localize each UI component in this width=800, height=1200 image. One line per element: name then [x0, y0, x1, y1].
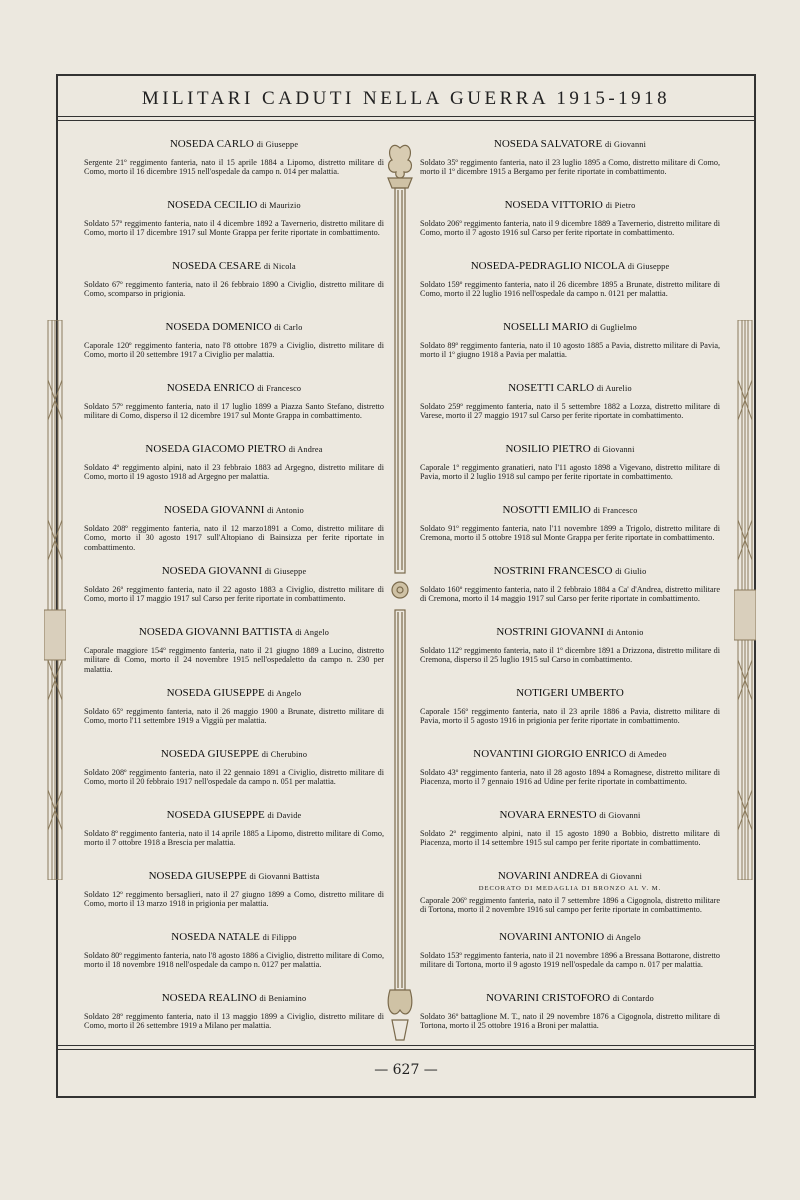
entry-name: NOSEDA DOMENICO [165, 321, 272, 333]
entry-parent: di Carlo [274, 323, 303, 332]
list-item [84, 321, 384, 382]
header-band [58, 76, 754, 121]
entry-text: Caporale 120º reggimento fanteria, nato l'8 ottobre 1879 a Civiglio, distretto militare di Como, morto il 20 settembre 1917 a Civiglio per malattia. [84, 341, 384, 360]
entry-heading [84, 321, 384, 333]
entry-parent: di Davide [267, 811, 302, 820]
entry-text: Soldato 159º reggimento fanteria, nato il 26 dicembre 1895 a Brunate, distretto militare di Como, morto il 22 luglio 1916 nell'ospedale da campo n. 0121 per malattia. [420, 280, 720, 299]
list-item [84, 504, 384, 565]
entry-heading [420, 992, 720, 1004]
entry-heading [84, 565, 384, 577]
list-item [420, 260, 720, 321]
entry-text: Soldato 26º reggimento fanteria, nato il 22 agosto 1883 a Civiglio, distretto militare di Como, morto il 17 maggio 1917 sul Carso per ferite riportate in combattimento. [84, 585, 384, 604]
entry-text: Soldato 8º reggimento fanteria, nato il 14 aprile 1885 a Lipomo, distretto militare di Como, morto il 7 ottobre 1918 a Brescia per malattia. [84, 829, 384, 848]
list-item [420, 748, 720, 809]
list-item [84, 809, 384, 870]
entry-name: NOSTRINI GIOVANNI [496, 626, 605, 638]
entry-parent: di Pietro [605, 201, 636, 210]
entry-heading [84, 199, 384, 211]
entry-parent: di Giuseppe [256, 140, 299, 149]
entry-heading [420, 199, 720, 211]
list-item [84, 260, 384, 321]
entry-heading [420, 809, 720, 821]
list-item [84, 992, 384, 1053]
entry-parent: di Antonio [267, 506, 304, 515]
entry-parent: di Nicola [263, 262, 296, 271]
entry-name: NOSEDA GIACOMO PIETRO [145, 443, 286, 455]
entry-heading [84, 687, 384, 699]
entry-parent: di Angelo [267, 689, 302, 698]
entry-parent: di Angelo [295, 628, 330, 637]
entry-parent: di Cherubino [261, 750, 308, 759]
list-item [420, 992, 720, 1053]
list-item [420, 687, 720, 748]
page-title: MILITARI CADUTI NELLA GUERRA 1915-1918 [141, 88, 671, 109]
entry-name: NOSEDA CARLO [169, 138, 254, 150]
entry-heading [420, 687, 720, 699]
list-item [84, 687, 384, 748]
entry-parent: di Contardo [612, 994, 654, 1003]
list-item [420, 565, 720, 626]
entry-heading [420, 443, 720, 455]
entry-parent: di Giovanni [601, 872, 643, 881]
entry-text: Soldato 208º reggimento fanteria, nato il 22 gennaio 1891 a Civiglio, distretto militare di Como, morto il 20 febbraio 1917 nell'ospedale da campo n. 051 per malattia. [84, 768, 384, 787]
torch-ornament-icon [382, 140, 418, 1060]
entry-heading [84, 382, 384, 394]
entry-heading [84, 931, 384, 943]
entry-name: NOSEDA VITTORIO [504, 199, 603, 211]
entry-parent: di Giuseppe [627, 262, 670, 271]
entry-parent: di Angelo [606, 933, 641, 942]
entry-parent: di Francesco [593, 506, 638, 515]
entry-text: Soldato 153º reggimento fanteria, nato il 21 novembre 1896 a Bressana Bottarone, distretto militare di Tortona, morto il 9 agosto 1919 nell'ospedale da campo n. 017 per malattia. [420, 951, 720, 970]
entry-heading [84, 870, 384, 882]
left-column [84, 138, 384, 1053]
entry-name: NOSEDA GIUSEPPE [166, 687, 265, 699]
entry-heading [84, 748, 384, 760]
entry-text: Soldato 89º reggimento fanteria, nato il 10 agosto 1885 a Pavia, distretto militare di Pavia, morto il 1º giugno 1918 a Pavia per malattia. [420, 341, 720, 360]
entry-name: NOSEDA NATALE [171, 931, 260, 943]
entry-name: NOVARINI ANDREA [497, 870, 599, 882]
entry-heading [420, 321, 720, 333]
list-item [84, 565, 384, 626]
entry-name: NOSEDA SALVATORE [493, 138, 603, 150]
entry-text: Soldato 80º reggimento fanteria, nato l'8 agosto 1886 a Civiglio, distretto militare di Como, morto il 18 novembre 1918 nell'ospedale da campo n. 0127 per malattia. [84, 951, 384, 970]
list-item [420, 321, 720, 382]
list-item [420, 931, 720, 992]
list-item [84, 748, 384, 809]
right-column [420, 138, 720, 1053]
entry-text: Soldato 91º reggimento fanteria, nato l'11 novembre 1899 a Trigolo, distretto militare di Cremona, morto il 5 ottobre 1918 sul Monte Grappa per ferite riportate in combattimento. [420, 524, 720, 543]
list-item [420, 626, 720, 687]
entry-heading [420, 504, 720, 516]
entry-name: NOVARINI CRISTOFORO [486, 992, 611, 1004]
list-item [420, 199, 720, 260]
entry-parent: di Francesco [257, 384, 302, 393]
entry-text: Caporale maggiore 154º reggimento fanteria, nato il 21 giugno 1889 a Lucino, distretto militare di Como, morto il 24 novembre 1915 nell'ospedaletto da campo n. 230 per malattia. [84, 646, 384, 674]
entry-name: NOSEDA GIUSEPPE [166, 809, 265, 821]
entry-text: Soldato 57º reggimento fanteria, nato il 4 dicembre 1892 a Tavernerio, distretto militare di Como, morto il 17 dicembre 1917 sul Monte Grappa per ferite riportate in combattimento. [84, 219, 384, 238]
fasces-ornament-right-icon [734, 320, 756, 880]
entry-parent: di Giovanni Battista [249, 872, 320, 881]
list-item [420, 138, 720, 199]
entry-text: Soldato 208º reggimento fanteria, nato il 12 marzo1891 a Como, distretto militare di Como, morto il 30 agosto 1917 sull'Altopiano di Bainsizza per ferite riportate in combattimento. [84, 524, 384, 552]
entry-text: Soldato 36º battaglione M. T., nato il 29 novembre 1876 a Cigognola, distretto militare di Tortona, morto il 25 ottobre 1916 a Broni per malattia. [420, 1012, 720, 1031]
list-item [84, 382, 384, 443]
entry-text: Caporale 206º reggimento fanteria, nato il 7 settembre 1896 a Cigognola, distretto militare di Tortona, morto il 2 novembre 1916 sul campo per ferite riportate in combattimento. [420, 896, 720, 915]
entry-parent: di Maurizio [260, 201, 301, 210]
entry-text: Soldato 112º reggimento fanteria, nato il 1º dicembre 1891 a Drizzona, distretto militare di Cremona, disperso il 25 luglio 1915 sul Carso in combattimento. [420, 646, 720, 665]
list-item [84, 443, 384, 504]
entry-heading [420, 565, 720, 577]
entry-name: NOSEDA GIOVANNI BATTISTA [138, 626, 293, 638]
list-item [84, 931, 384, 992]
entry-name: NOSEDA GIUSEPPE [160, 748, 259, 760]
entry-name: NOSEDA REALINO [161, 992, 257, 1004]
entry-heading [420, 870, 720, 882]
entry-text: Caporale 156º reggimento fanteria, nato il 23 aprile 1886 a Pavia, distretto militare di Pavia, morto il 5 agosto 1916 in prigionia per ferite riportate in combattimento. [420, 707, 720, 726]
entry-parent: di Giuseppe [264, 567, 307, 576]
entry-heading [420, 748, 720, 760]
entry-parent: di Giovanni [599, 811, 641, 820]
fasces-ornament-left-icon [44, 320, 66, 880]
list-item [420, 870, 720, 931]
entry-text: Soldato 35º reggimento fanteria, nato il 23 luglio 1895 a Como, distretto militare di Como, morto il 1º dicembre 1915 a Bergamo per ferite riportate in combattimento. [420, 158, 720, 177]
entry-parent: di Andrea [288, 445, 323, 454]
entry-parent: di Antonio [606, 628, 644, 637]
entry-name: NOVARINI ANTONIO [499, 931, 605, 943]
entry-heading [84, 809, 384, 821]
entry-parent: di Guglielmo [591, 323, 637, 332]
entry-text: Soldato 28º reggimento fanteria, nato il 13 maggio 1899 a Civiglio, distretto militare di Como, morto il 26 settembre 1919 a Milano per malattia. [84, 1012, 384, 1031]
list-item [84, 138, 384, 199]
entry-name: NOSEDA CECILIO [167, 199, 258, 211]
list-item [420, 504, 720, 565]
entry-heading [420, 931, 720, 943]
list-item [420, 809, 720, 870]
entry-text: Soldato 12º reggimento bersaglieri, nato il 27 giugno 1899 a Como, distretto militare di Como, morto il 13 marzo 1918 in prigionia per malattia. [84, 890, 384, 909]
entry-text: Soldato 65º reggimento fanteria, nato il 26 maggio 1900 a Brunate, distretto militare di Como, morto l'11 settembre 1919 a Viggiù per malattia. [84, 707, 384, 726]
entry-parent: di Giovanni [604, 140, 647, 149]
entry-name: NOSEDA-PEDRAGLIO NICOLA [470, 260, 625, 272]
entry-heading [420, 382, 720, 394]
entry-heading [84, 626, 384, 638]
entry-name: NOSEDA GIOVANNI [161, 565, 263, 577]
entry-text: Sergente 21º reggimento fanteria, nato il 15 aprile 1884 a Lipomo, distretto militare di Como, morto il 16 dicembre 1915 nell'ospedale da campo n. 014 per malattia. [84, 158, 384, 177]
list-item [84, 199, 384, 260]
decoration-note: DECORATO DI MEDAGLIA DI BRONZO AL V. M. [478, 885, 662, 892]
entry-text: Soldato 67º reggimento fanteria, nato il 26 febbraio 1890 a Civiglio, distretto militare di Como, scomparso in prigionia. [84, 280, 384, 299]
entry-text: Soldato 160º reggimento fanteria, nato il 2 febbraio 1884 a Ca' d'Andrea, distretto militare di Cremona, morto il 14 maggio 1917 sul Carso per ferite riportate in combattimento. [420, 585, 720, 604]
entry-parent: di Aurelio [596, 384, 632, 393]
entry-name: NOSTRINI FRANCESCO [493, 565, 613, 577]
entry-name: NOSEDA GIOVANNI [164, 504, 265, 516]
entry-heading [84, 504, 384, 516]
entry-name: NOSILIO PIETRO [505, 443, 591, 455]
list-item [84, 626, 384, 687]
entry-text: Caporale 1º reggimento granatieri, nato l'11 agosto 1898 a Vigevano, distretto militare di Pavia, morto il 2 luglio 1918 sul campo per ferite riportate in combattimento. [420, 463, 720, 482]
entry-name: NOTIGERI UMBERTO [516, 687, 624, 699]
page-number: — 627 — [374, 1062, 438, 1078]
entry-heading [420, 138, 720, 150]
entry-name: NOVANTINI GIORGIO ENRICO [473, 748, 627, 760]
entry-text: Soldato 43º reggimento fanteria, nato il 28 agosto 1894 a Romagnese, distretto militare di Piacenza, morto il 7 gennaio 1916 ad Udine per ferite riportate in combattimento. [420, 768, 720, 787]
entry-heading [84, 260, 384, 272]
entry-heading [84, 992, 384, 1004]
list-item [420, 443, 720, 504]
entry-text: Soldato 259º reggimento fanteria, nato il 5 settembre 1882 a Lozza, distretto militare di Varese, morto il 27 maggio 1917 sul Carso per ferite riportate in combattimento. [420, 402, 720, 421]
entry-parent: di Giulio [615, 567, 647, 576]
entry-heading [84, 138, 384, 150]
entry-name: NOSEDA GIUSEPPE [148, 870, 247, 882]
entry-name: NOSETTI CARLO [508, 382, 595, 394]
entry-name: NOSEDA CESARE [172, 260, 262, 272]
entry-name: NOVARA ERNESTO [499, 809, 597, 821]
entry-heading [420, 626, 720, 638]
entry-heading [84, 443, 384, 455]
entry-text: Soldato 4º reggimento alpini, nato il 23 febbraio 1883 ad Argegno, distretto militare di Como, morto il 19 agosto 1918 ad Argegno per malattia. [84, 463, 384, 482]
entry-name: NOSOTTI EMILIO [502, 504, 591, 516]
entry-text: Soldato 206º reggimento fanteria, nato il 9 dicembre 1889 a Tavernerio, distretto militare di Como, morto il 7 agosto 1916 sul Carso per ferite riportate in combattimento. [420, 219, 720, 238]
entry-heading [420, 260, 720, 272]
entry-parent: di Giovanni [593, 445, 635, 454]
entry-parent: di Amedeo [629, 750, 667, 759]
entry-name: NOSEDA ENRICO [166, 382, 255, 394]
list-item [84, 870, 384, 931]
list-item [420, 382, 720, 443]
entry-name: NOSELLI MARIO [503, 321, 589, 333]
entry-text: Soldato 2º reggimento alpini, nato il 15 agosto 1890 a Bobbio, distretto militare di Piacenza, morto il 14 settembre 1915 sul campo per ferite riportate in combattimento. [420, 829, 720, 848]
entry-parent: di Beniamino [259, 994, 307, 1003]
entry-text: Soldato 57º reggimento fanteria, nato il 17 luglio 1899 a Piazza Santo Stefano, distretto militare di Como, disperso il 12 dicembre 1917 sul Monte Grappa in combattimento. [84, 402, 384, 421]
entry-parent: di Filippo [262, 933, 297, 942]
